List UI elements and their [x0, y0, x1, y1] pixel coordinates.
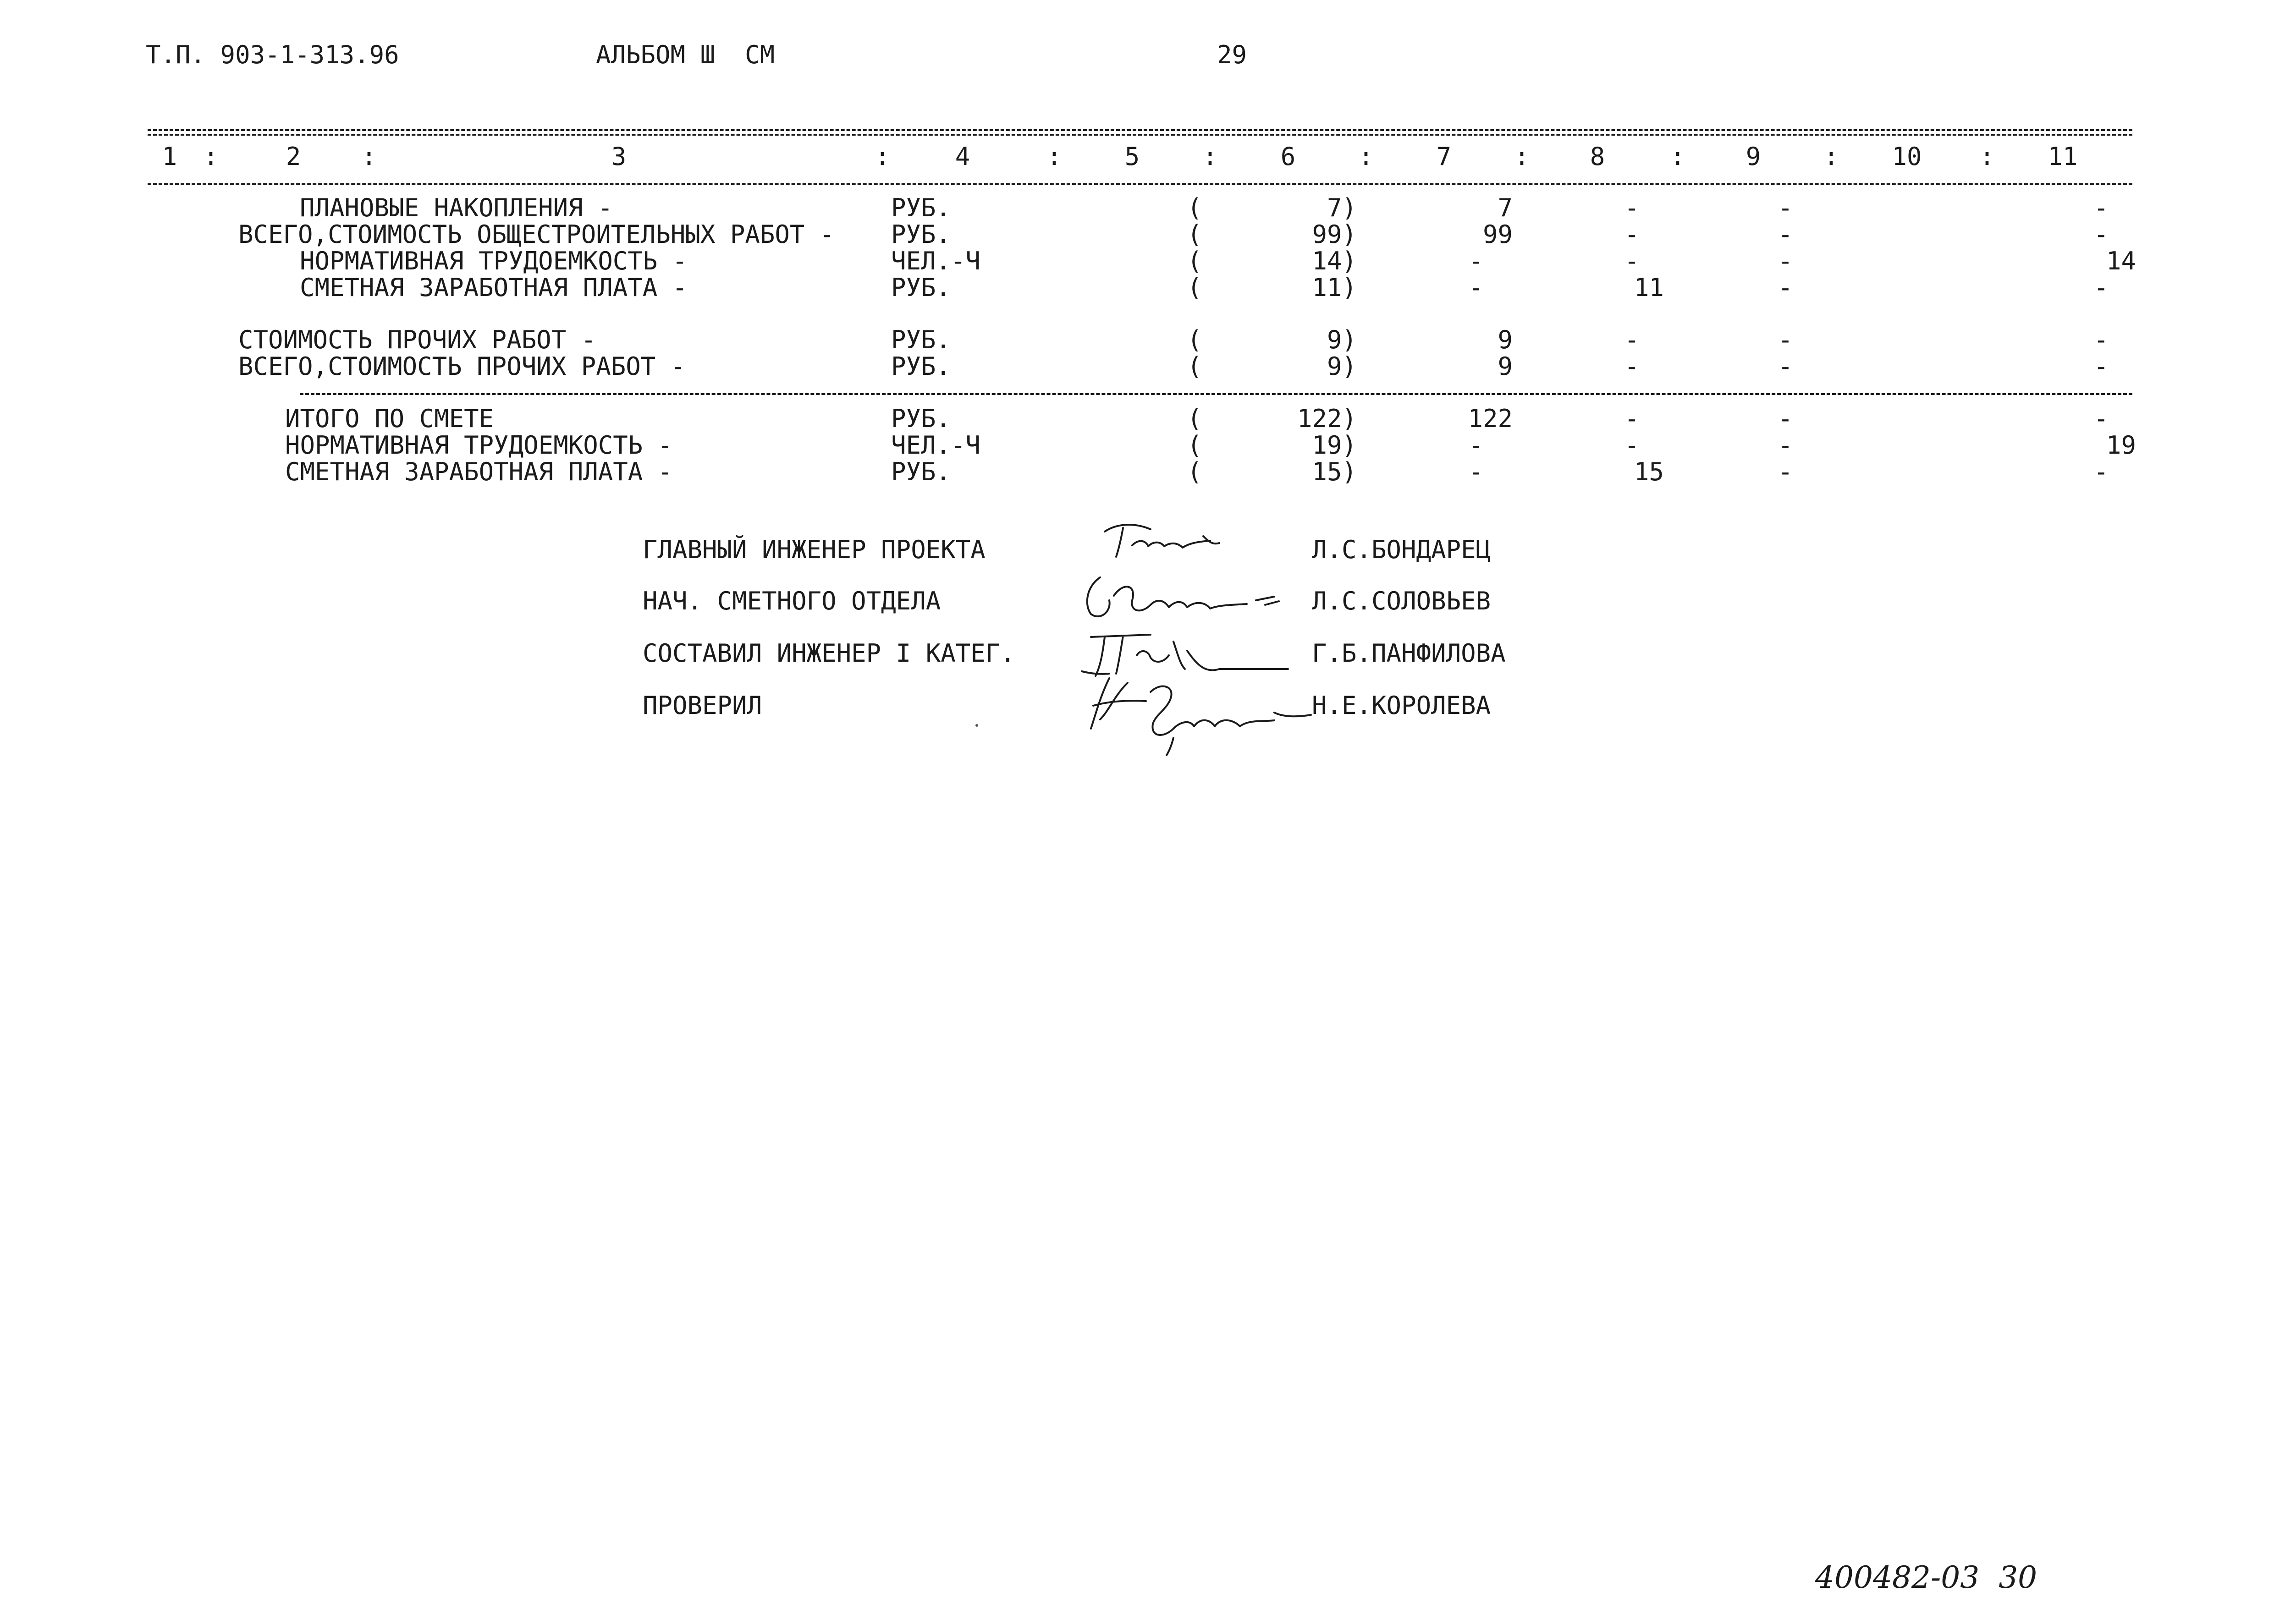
- row-unit: РУБ.: [891, 193, 951, 222]
- column-number: 4: [955, 142, 970, 171]
- column-separator: :: [203, 142, 219, 171]
- cell-col8: 15: [1634, 457, 1664, 486]
- signature-person: Н.Е.КОРОЛЕВА: [1312, 691, 1491, 720]
- column-number: 11: [2048, 142, 2078, 171]
- cell-col11: -: [2093, 220, 2109, 249]
- column-separator: :: [361, 142, 377, 171]
- cell-col9: -: [1778, 457, 1793, 486]
- cell-col7: -: [1468, 431, 1484, 460]
- cell-col8: 11: [1634, 273, 1664, 302]
- open-paren: (: [1187, 352, 1202, 381]
- signature-person: Г.Б.ПАНФИЛОВА: [1312, 639, 1506, 668]
- column-number: 5: [1124, 142, 1140, 171]
- cell-col9: -: [1778, 193, 1793, 222]
- column-number: 3: [611, 142, 627, 171]
- cell-col8: -: [1624, 247, 1640, 275]
- cell-col6: 11): [1312, 273, 1357, 302]
- row-name: ВСЕГО,СТОИМОСТЬ ОБЩЕСТРОИТЕЛЬНЫХ РАБОТ -: [238, 220, 835, 249]
- column-number: 10: [1892, 142, 1922, 171]
- cell-col9: -: [1778, 247, 1793, 275]
- row-name: ВСЕГО,СТОИМОСТЬ ПРОЧИХ РАБОТ -: [238, 352, 686, 381]
- column-separator: :: [1979, 142, 1995, 171]
- open-paren: (: [1187, 220, 1202, 249]
- cell-col9: -: [1778, 220, 1793, 249]
- subtotal-rule: [300, 393, 2132, 395]
- open-paren: (: [1187, 404, 1202, 433]
- signature-person: Л.С.СОЛОВЬЕВ: [1312, 587, 1491, 615]
- row-unit: РУБ.: [891, 273, 951, 302]
- cell-col11: 19: [2106, 431, 2136, 460]
- row-unit: РУБ.: [891, 325, 951, 354]
- column-number: 2: [286, 142, 301, 171]
- row-name: СМЕТНАЯ ЗАРАБОТНАЯ ПЛАТА -: [300, 273, 688, 302]
- open-paren: (: [1187, 247, 1202, 275]
- cell-col7: 7: [1498, 193, 1513, 222]
- cell-col7: -: [1468, 457, 1484, 486]
- row-name: НОРМАТИВНАЯ ТРУДОЕМКОСТЬ -: [285, 431, 673, 460]
- cell-col11: -: [2093, 325, 2109, 354]
- row-unit: РУБ.: [891, 352, 951, 381]
- open-paren: (: [1187, 193, 1202, 222]
- album-label: АЛЬБОМ Ш СМ: [596, 40, 775, 69]
- cell-col6: 99): [1312, 220, 1357, 249]
- handwritten-signature-1: [1096, 518, 1233, 568]
- cell-col11: -: [2093, 193, 2109, 222]
- column-separator: :: [1358, 142, 1374, 171]
- header-rule-top: [148, 129, 2132, 131]
- row-unit: РУБ.: [891, 220, 951, 249]
- cell-col9: -: [1778, 404, 1793, 433]
- row-unit: ЧЕЛ.-Ч: [891, 431, 981, 460]
- ink-dot: [975, 724, 978, 727]
- cell-col6: 7): [1327, 193, 1357, 222]
- cell-col8: -: [1624, 325, 1640, 354]
- row-unit: РУБ.: [891, 457, 951, 486]
- cell-col9: -: [1778, 273, 1793, 302]
- row-unit: ЧЕЛ.-Ч: [891, 247, 981, 275]
- cell-col8: -: [1624, 193, 1640, 222]
- cell-col6: 122): [1297, 404, 1357, 433]
- row-name: СМЕТНАЯ ЗАРАБОТНАЯ ПЛАТА -: [285, 457, 673, 486]
- row-name: ИТОГО ПО СМЕТЕ: [285, 404, 494, 433]
- cell-col7: 99: [1482, 220, 1513, 249]
- cell-col9: -: [1778, 352, 1793, 381]
- cell-col11: -: [2093, 404, 2109, 433]
- cell-col9: -: [1778, 431, 1793, 460]
- column-separator: :: [875, 142, 890, 171]
- handwritten-signature-2: [1073, 568, 1283, 628]
- cell-col11: -: [2093, 352, 2109, 381]
- cell-col6: 9): [1327, 325, 1357, 354]
- cell-col11: -: [2093, 273, 2109, 302]
- document-code: Т.П. 903-1-313.96: [146, 40, 399, 69]
- header-rule-top-2: [148, 134, 2132, 136]
- column-separator: :: [1670, 142, 1685, 171]
- cell-col6: 9): [1327, 352, 1357, 381]
- column-number: 1: [162, 142, 177, 171]
- cell-col7: 9: [1498, 352, 1513, 381]
- row-unit: РУБ.: [891, 404, 951, 433]
- cell-col7: 9: [1498, 325, 1513, 354]
- column-separator: :: [1202, 142, 1218, 171]
- handwritten-signature-4: [1082, 669, 1348, 756]
- cell-col6: 15): [1312, 457, 1357, 486]
- column-number: 6: [1280, 142, 1296, 171]
- row-name: ПЛАНОВЫЕ НАКОПЛЕНИЯ -: [300, 193, 613, 222]
- cell-col11: 14: [2106, 247, 2136, 275]
- archive-number-note: 400482-03 30: [1815, 1560, 2037, 1595]
- cell-col6: 19): [1312, 431, 1357, 460]
- signature-role: СОСТАВИЛ ИНЖЕНЕР I КАТЕГ.: [643, 639, 1015, 668]
- column-number: 9: [1745, 142, 1761, 171]
- cell-col9: -: [1778, 325, 1793, 354]
- cell-col6: 14): [1312, 247, 1357, 275]
- signature-role: ПРОВЕРИЛ: [643, 691, 762, 720]
- column-separator: :: [1514, 142, 1530, 171]
- cell-col8: -: [1624, 352, 1640, 381]
- page-number: 29: [1217, 40, 1247, 69]
- cell-col8: -: [1624, 220, 1640, 249]
- column-number: 7: [1436, 142, 1452, 171]
- cell-col8: -: [1624, 431, 1640, 460]
- signature-role: ГЛАВНЫЙ ИНЖЕНЕР ПРОЕКТА: [643, 535, 986, 564]
- column-number: 8: [1590, 142, 1605, 171]
- open-paren: (: [1187, 325, 1202, 354]
- row-name: НОРМАТИВНАЯ ТРУДОЕМКОСТЬ -: [300, 247, 688, 275]
- header-rule-bottom: [148, 183, 2132, 185]
- open-paren: (: [1187, 273, 1202, 302]
- cell-col7: -: [1468, 273, 1484, 302]
- cell-col8: -: [1624, 404, 1640, 433]
- signature-role: НАЧ. СМЕТНОГО ОТДЕЛА: [643, 587, 941, 615]
- open-paren: (: [1187, 457, 1202, 486]
- column-separator: :: [1823, 142, 1839, 171]
- cell-col7: 122: [1468, 404, 1513, 433]
- column-separator: :: [1046, 142, 1062, 171]
- row-name: СТОИМОСТЬ ПРОЧИХ РАБОТ -: [238, 325, 596, 354]
- cell-col7: -: [1468, 247, 1484, 275]
- cell-col11: -: [2093, 457, 2109, 486]
- open-paren: (: [1187, 431, 1202, 460]
- signature-person: Л.С.БОНДАРЕЦ: [1312, 535, 1491, 564]
